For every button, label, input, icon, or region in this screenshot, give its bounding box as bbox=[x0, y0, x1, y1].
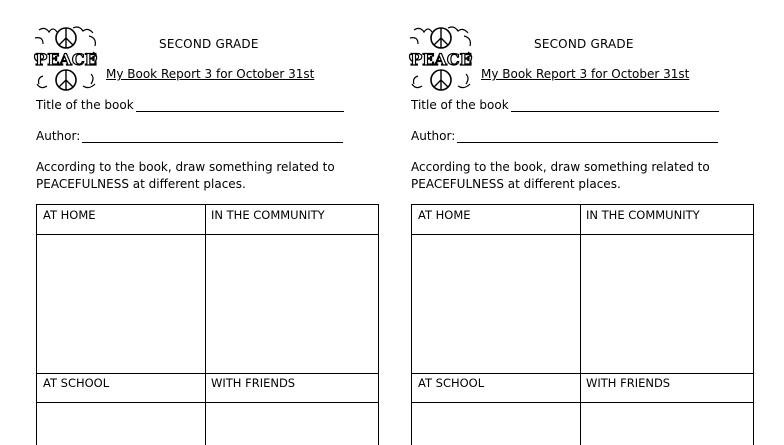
drawing-grid bbox=[411, 204, 754, 445]
instruction-line-2: PEACEFULNESS at different places. bbox=[411, 177, 621, 191]
author-label: Author: bbox=[36, 129, 81, 143]
cell-label-friends: WITH FRIENDS bbox=[586, 376, 671, 390]
grid-divider-vertical bbox=[580, 205, 581, 445]
drawing-grid bbox=[36, 204, 379, 445]
instruction-line-2: PEACEFULNESS at different places. bbox=[36, 177, 246, 191]
peace-logo bbox=[33, 24, 99, 94]
cell-label-school: AT SCHOOL bbox=[43, 376, 110, 390]
report-title: My Book Report 3 for October 31st bbox=[481, 67, 690, 81]
report-title: My Book Report 3 for October 31st bbox=[106, 67, 315, 81]
worksheet-left bbox=[33, 0, 407, 441]
peace-logo bbox=[408, 24, 474, 94]
instructions bbox=[411, 159, 710, 193]
grid-divider bbox=[37, 373, 378, 374]
instruction-line-1: According to the book, draw something related to bbox=[36, 160, 335, 174]
author-line[interactable] bbox=[457, 131, 718, 143]
author-field[interactable] bbox=[411, 129, 718, 143]
book-title-field[interactable] bbox=[411, 98, 719, 112]
grid-divider bbox=[412, 402, 753, 403]
grid-divider bbox=[37, 234, 378, 235]
cell-label-home: AT HOME bbox=[43, 208, 96, 222]
grade-heading: SECOND GRADE bbox=[534, 37, 634, 51]
cell-label-home: AT HOME bbox=[418, 208, 471, 222]
peace-logo-text: PEACE bbox=[35, 50, 97, 69]
book-title-field[interactable] bbox=[36, 98, 344, 112]
author-field[interactable] bbox=[36, 129, 343, 143]
grid-divider-vertical bbox=[205, 205, 206, 445]
grade-heading: SECOND GRADE bbox=[159, 37, 259, 51]
author-line[interactable] bbox=[82, 131, 343, 143]
book-title-line[interactable] bbox=[136, 100, 344, 112]
cell-label-school: AT SCHOOL bbox=[418, 376, 485, 390]
grid-divider bbox=[412, 373, 753, 374]
grid-divider bbox=[37, 402, 378, 403]
instructions bbox=[36, 159, 335, 193]
cell-label-community: IN THE COMMUNITY bbox=[211, 208, 325, 222]
book-title-label: Title of the book bbox=[411, 98, 509, 112]
cell-label-friends: WITH FRIENDS bbox=[211, 376, 296, 390]
worksheet-right bbox=[408, 0, 782, 441]
peace-logo-text: PEACE bbox=[410, 50, 472, 69]
cell-label-community: IN THE COMMUNITY bbox=[586, 208, 700, 222]
grid-divider bbox=[412, 234, 753, 235]
book-title-line[interactable] bbox=[511, 100, 719, 112]
book-title-label: Title of the book bbox=[36, 98, 134, 112]
instruction-line-1: According to the book, draw something related to bbox=[411, 160, 710, 174]
author-label: Author: bbox=[411, 129, 456, 143]
